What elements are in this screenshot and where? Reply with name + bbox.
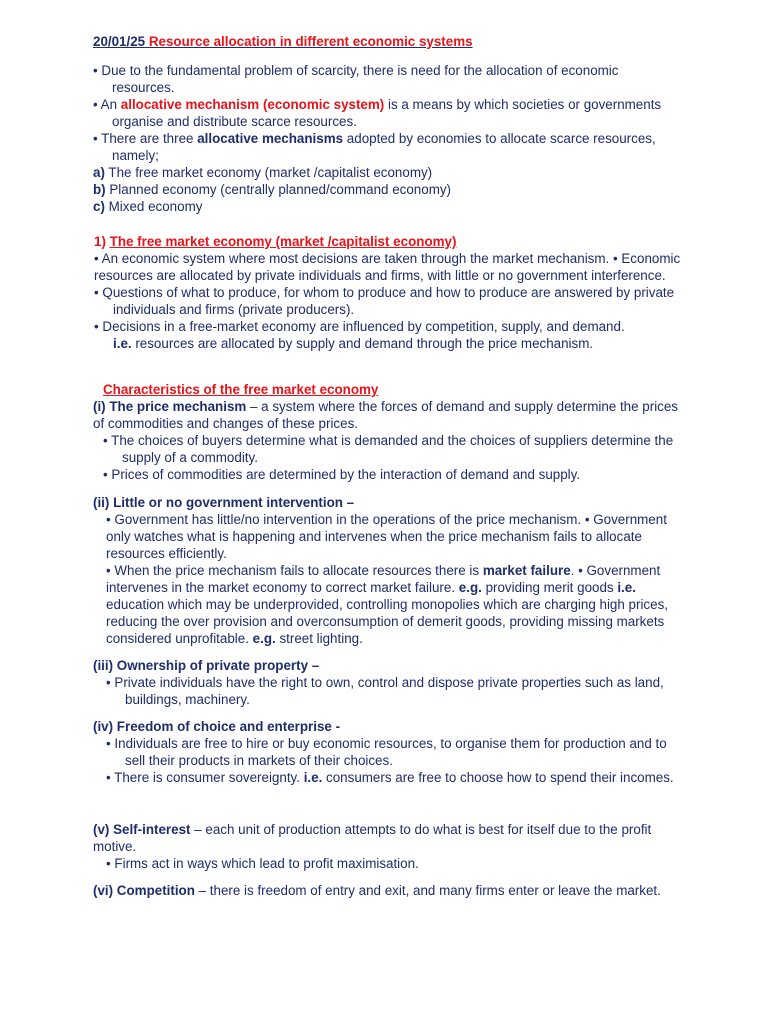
intro-p2-post: is a means by which societies or governments organise and distribute scarce resources. [112, 97, 662, 129]
ie-label: i.e. [617, 580, 636, 595]
char-ii-b2-mid1: . • Government intervenes in the market economy to correct market failure. [106, 563, 661, 595]
intro-p3-post: adopted by economies to allocate scarce resources, namely; [112, 131, 656, 163]
char-iv-b2-post: consumers are free to choose how to spend their incomes. [322, 770, 674, 785]
char-ii-b2-mid3: education which may be underprovided, controlling monopolies which are charging high prices, reducing the over provision and overconsumption of demerit goods, providing missing markets considered unprofitable. [106, 597, 668, 646]
section-p3-rest: resources are allocated by supply and demand through the price mechanism. [131, 336, 594, 351]
title-text: Resource allocation in different economic systems [148, 34, 473, 49]
characteristic-v [93, 821, 683, 872]
char-v-title: (v) Self-interest [93, 822, 191, 837]
char-i-bullet-2: • Prices of commodities are determined by the interaction of demand and supply. [103, 467, 581, 482]
characteristic-iii [93, 657, 683, 708]
ie-label: i.e. [303, 770, 323, 785]
char-v-title-line [93, 821, 683, 855]
eg-label: e.g. [252, 631, 276, 646]
char-i-title: (i) The price mechanism [93, 399, 247, 414]
char-iv-b2-pre: • There is consumer sovereignty. [106, 770, 304, 785]
list-item [93, 164, 683, 181]
characteristic-vi [93, 882, 683, 899]
title-date: 20/01/25 [93, 34, 146, 49]
list-item-text: Planned economy (centrally planned/command economy) [105, 182, 452, 197]
char-vi-title: (vi) Competition [93, 883, 195, 898]
char-i-text: – a system where the forces of demand and supply determine the prices of commodities and changes of these prices. [93, 399, 679, 431]
eg-label: e.g. [458, 580, 482, 595]
list-item-text: Mixed economy [104, 199, 203, 214]
char-ii-title: (ii) Little or no government intervention – [93, 495, 355, 510]
char-iv-title: (iv) Freedom of choice and enterprise - [93, 719, 341, 734]
char-iv-bullet-1: • Individuals are free to hire or buy economic resources, to organise them for production and to sell their products in markets of their choices. [106, 736, 667, 768]
char-ii-b2-mid2: providing merit goods [481, 580, 618, 595]
char-iv-bullet-2 [106, 769, 683, 786]
ie-label: i.e. [113, 336, 132, 351]
characteristic-i [93, 398, 683, 483]
list-item-text: The free market economy (market /capitalist economy) [104, 165, 433, 180]
section-number: 1) [94, 234, 110, 249]
intro-paragraph-1: • Due to the fundamental problem of scarcity, there is need for the allocation of economic resources. [93, 63, 619, 95]
section-paragraph-3: • Decisions in a free-market economy are influenced by competition, supply, and demand. [94, 319, 625, 334]
char-vi-text: – there is freedom of entry and exit, and many firms enter or leave the market. [194, 883, 661, 898]
page-title [93, 33, 683, 50]
market-failure-term: market failure [482, 563, 571, 578]
section-paragraph-2: • Questions of what to produce, for whom to produce and how to produce are answered by private individuals and firms (private producers). [94, 285, 675, 317]
section-free-market [94, 233, 684, 352]
intro-p3-bold: allocative mechanisms [197, 131, 344, 146]
characteristics-heading-text: Characteristics of the free market economy [103, 382, 379, 397]
char-iii-bullet-1: • Private individuals have the right to own, control and dispose private properties such as land, buildings, machinery. [106, 675, 664, 707]
char-ii-b2-end: street lighting. [275, 631, 363, 646]
char-i-bullet-1: • The choices of buyers determine what is demanded and the choices of suppliers determine the supply of a commodity. [103, 433, 674, 465]
section-paragraph-1: • An economic system where most decisions are taken through the market mechanism. • Economic resources are allocated by private individuals and firms, with little or no government interference. [94, 251, 681, 283]
char-ii-bullet-2 [106, 562, 683, 647]
section-heading [94, 233, 684, 250]
list-item [93, 181, 683, 198]
char-v-text: – each unit of production attempts to do what is best for itself due to the profit motive. [93, 822, 652, 854]
section-paragraph-3-cont [94, 335, 684, 352]
char-i-title-line [93, 398, 683, 432]
intro-section [93, 62, 683, 215]
list-item-key: b) [93, 182, 106, 197]
characteristic-iv [93, 718, 683, 786]
list-item-key: c) [93, 199, 105, 214]
section-heading-text: The free market economy (market /capitalist economy) [109, 234, 457, 249]
char-vi-title-line [93, 882, 683, 899]
intro-p2-highlight: allocative mechanism (economic system) [120, 97, 385, 112]
list-item-key: a) [93, 165, 105, 180]
char-iii-title: (iii) Ownership of private property – [93, 658, 320, 673]
intro-paragraph-2 [93, 96, 683, 130]
list-item [93, 198, 683, 215]
characteristic-ii [93, 494, 683, 647]
char-ii-b2-pre: • When the price mechanism fails to allocate resources there is [106, 563, 483, 578]
characteristics-heading [103, 381, 693, 398]
intro-p2-pre: • An [93, 97, 121, 112]
intro-paragraph-3 [93, 130, 683, 164]
char-ii-bullet-1: • Government has little/no intervention in the operations of the price mechanism. • Government only watches what is happening and intervenes when the price mechanism fails to allocate resources efficiently. [106, 512, 667, 561]
char-v-bullet-1: • Firms act in ways which lead to profit maximisation. [106, 856, 419, 871]
intro-p3-pre: • There are three [93, 131, 198, 146]
